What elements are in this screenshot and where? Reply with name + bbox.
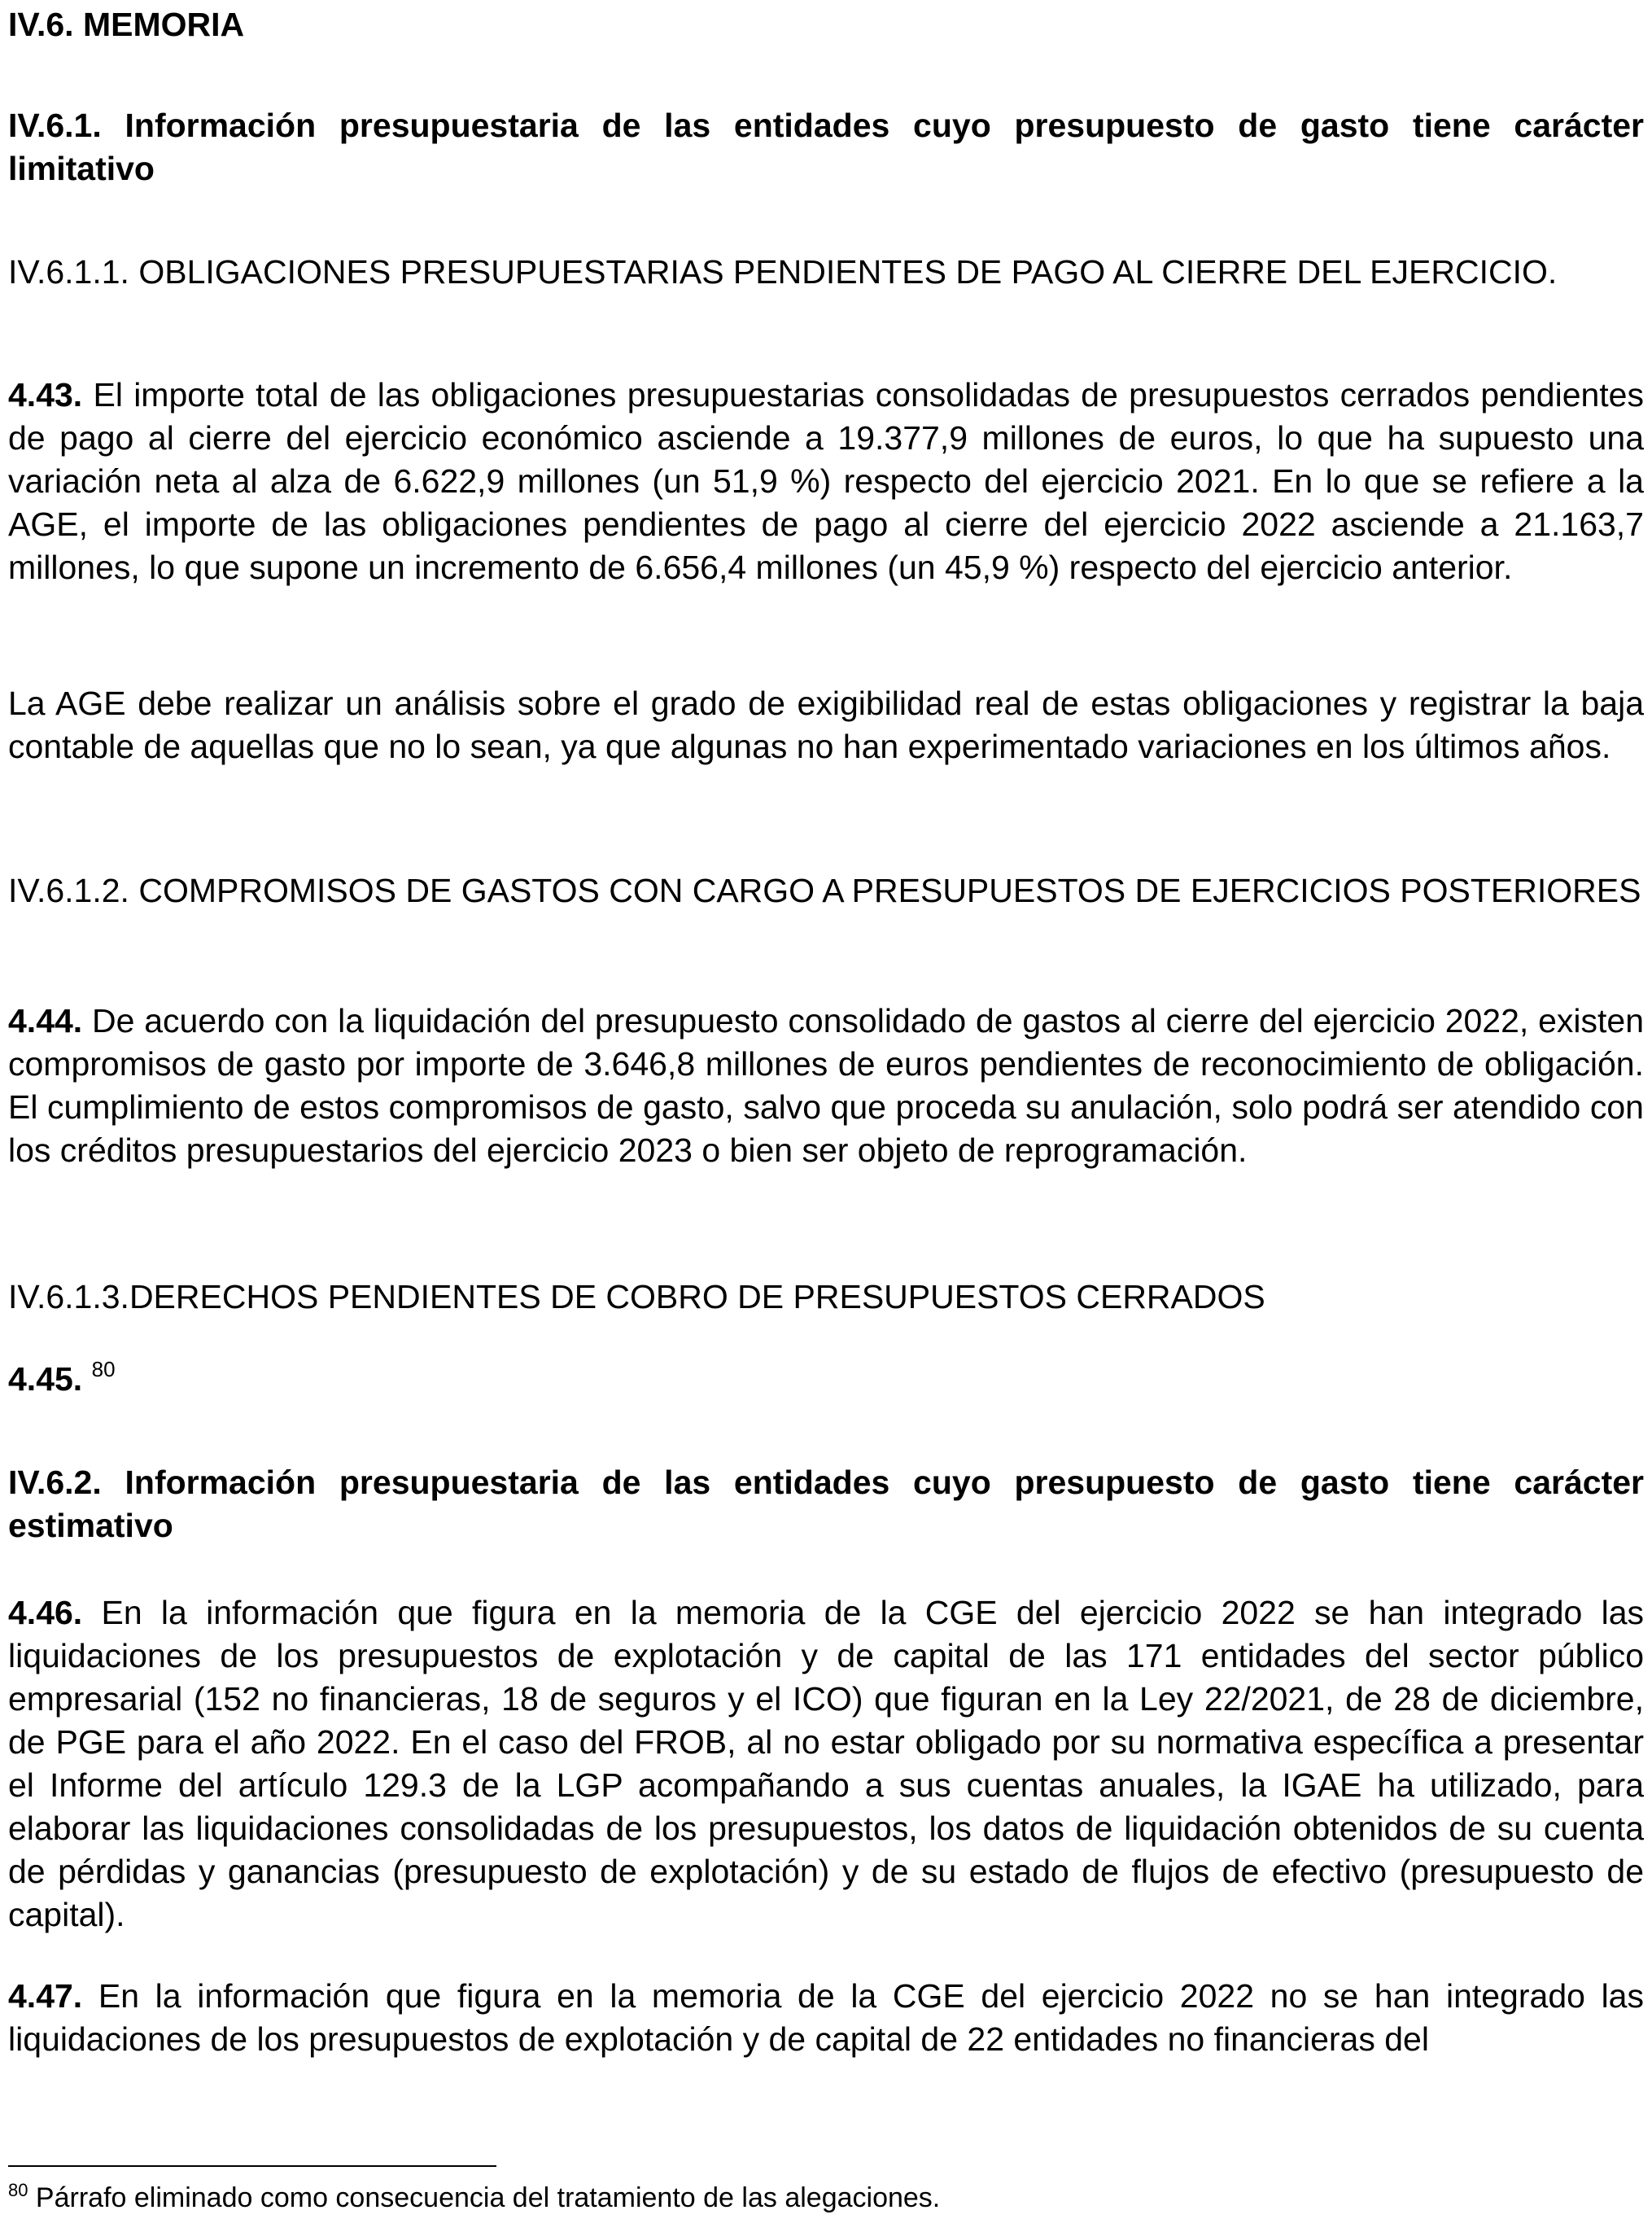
- section-title: IV.6. MEMORIA: [8, 6, 245, 43]
- subsection-6-2-number: IV.6.2.: [8, 1464, 102, 1501]
- paragraph-number: 4.46.: [8, 1594, 83, 1631]
- paragraph-text: En la información que figura en la memoria de la CGE del ejercicio 2022 no se han integrado las liquidaciones de los presupuestos de explotación y de capital de 22 entidades no financieras del: [8, 1977, 1644, 2058]
- paragraph-text: La AGE debe realizar un análisis sobre el grado de exigibilidad real de estas obligaciones y registrar la baja contable de aquellas que no lo sean, ya que algunas no han experimentado variaciones en los últimos años.: [8, 685, 1644, 765]
- footnote-number: 80: [8, 2180, 28, 2200]
- subsection-6-2: [8, 1461, 1644, 1547]
- subsection-6-1-2: [8, 869, 1644, 912]
- paragraph-4-45: [8, 1358, 1644, 1401]
- paragraph-number: 4.44.: [8, 1002, 83, 1039]
- paragraph-number: 4.47.: [8, 1977, 83, 2015]
- paragraph-number: 4.45.: [8, 1360, 83, 1398]
- paragraph-text: En la información que figura en la memoria de la CGE del ejercicio 2022 se han integrado las liquidaciones de los presupuestos de explotación y de capital de las 171 entidades del sector público empresarial (152 no financieras, 18 de seguros y el ICO) que figuran en la Ley 22/2021, de 28 de diciembre, de PGE para el año 2022. En el caso del FROB, al no estar obligado por su normativa específica a presentar el Informe del artículo 129.3 de la LGP acompañando a sus cuentas anuales, la IGAE ha utilizado, para elaborar las liquidaciones consolidadas de los presupuestos, los datos de liquidación obtenidos de su cuenta de pérdidas y ganancias (presupuesto de explotación) y de su estado de flujos de efectivo (presupuesto de capital).: [8, 1594, 1644, 1933]
- subsection-6-1: [8, 104, 1644, 190]
- footnote: [8, 2181, 940, 2215]
- subsection-6-1-number: IV.6.1.: [8, 107, 102, 144]
- subsection-6-1-1: [8, 251, 1644, 294]
- footnote-reference[interactable]: 80: [91, 1357, 116, 1381]
- paragraph-4-47: [8, 1975, 1644, 2061]
- paragraph-4-44: [8, 1000, 1644, 1172]
- paragraph-age: [8, 682, 1644, 768]
- paragraph-4-46: [8, 1591, 1644, 1937]
- paragraph-text: El importe total de las obligaciones presupuestarias consolidadas de presupuestos cerrados pendientes de pago al cierre del ejercicio económico asciende a 19.377,9 millones de euros, lo que ha supuesto una variación neta al alza de 6.622,9 millones (un 51,9 %) respecto del ejercicio 2021. En lo que se refiere a la AGE, el importe de las obligaciones pendientes de pago al cierre del ejercicio 2022 asciende a 21.163,7 millones, lo que supone un incremento de 6.656,4 millones (un 45,9 %) respecto del ejercicio anterior.: [8, 376, 1644, 586]
- subsection-6-1-3: [8, 1276, 1644, 1319]
- subsection-6-2-title: Información presupuestaria de las entidades cuyo presupuesto de gasto tiene carácter estimativo: [8, 1464, 1644, 1544]
- paragraph-number: 4.43.: [8, 376, 83, 414]
- paragraph-text: De acuerdo con la liquidación del presupuesto consolidado de gastos al cierre del ejercicio 2022, existen compromisos de gasto por importe de 3.646,8 millones de euros pendientes de reconocimiento de obligación. El cumplimiento de estos compromisos de gasto, salvo que proceda su anulación, solo podrá ser atendido con los créditos presupuestarios del ejercicio 2023 o bien ser objeto de reprogramación.: [8, 1002, 1644, 1169]
- subsection-6-1-2-title: IV.6.1.2. COMPROMISOS DE GASTOS CON CARGO A PRESUPUESTOS DE EJERCICIOS POSTERIORES: [8, 872, 1641, 909]
- subsection-6-1-1-title: IV.6.1.1. OBLIGACIONES PRESUPUESTARIAS PENDIENTES DE PAGO AL CIERRE DEL EJERCICIO.: [8, 253, 1558, 291]
- subsection-6-1-title: Información presupuestaria de las entidades cuyo presupuesto de gasto tiene carácter limitativo: [8, 107, 1644, 187]
- footnote-text: Párrafo eliminado como consecuencia del tratamiento de las alegaciones.: [28, 2182, 941, 2213]
- paragraph-4-43: [8, 374, 1644, 589]
- footnote-separator: [8, 2165, 496, 2167]
- subsection-6-1-3-title: IV.6.1.3.DERECHOS PENDIENTES DE COBRO DE PRESUPUESTOS CERRADOS: [8, 1278, 1265, 1315]
